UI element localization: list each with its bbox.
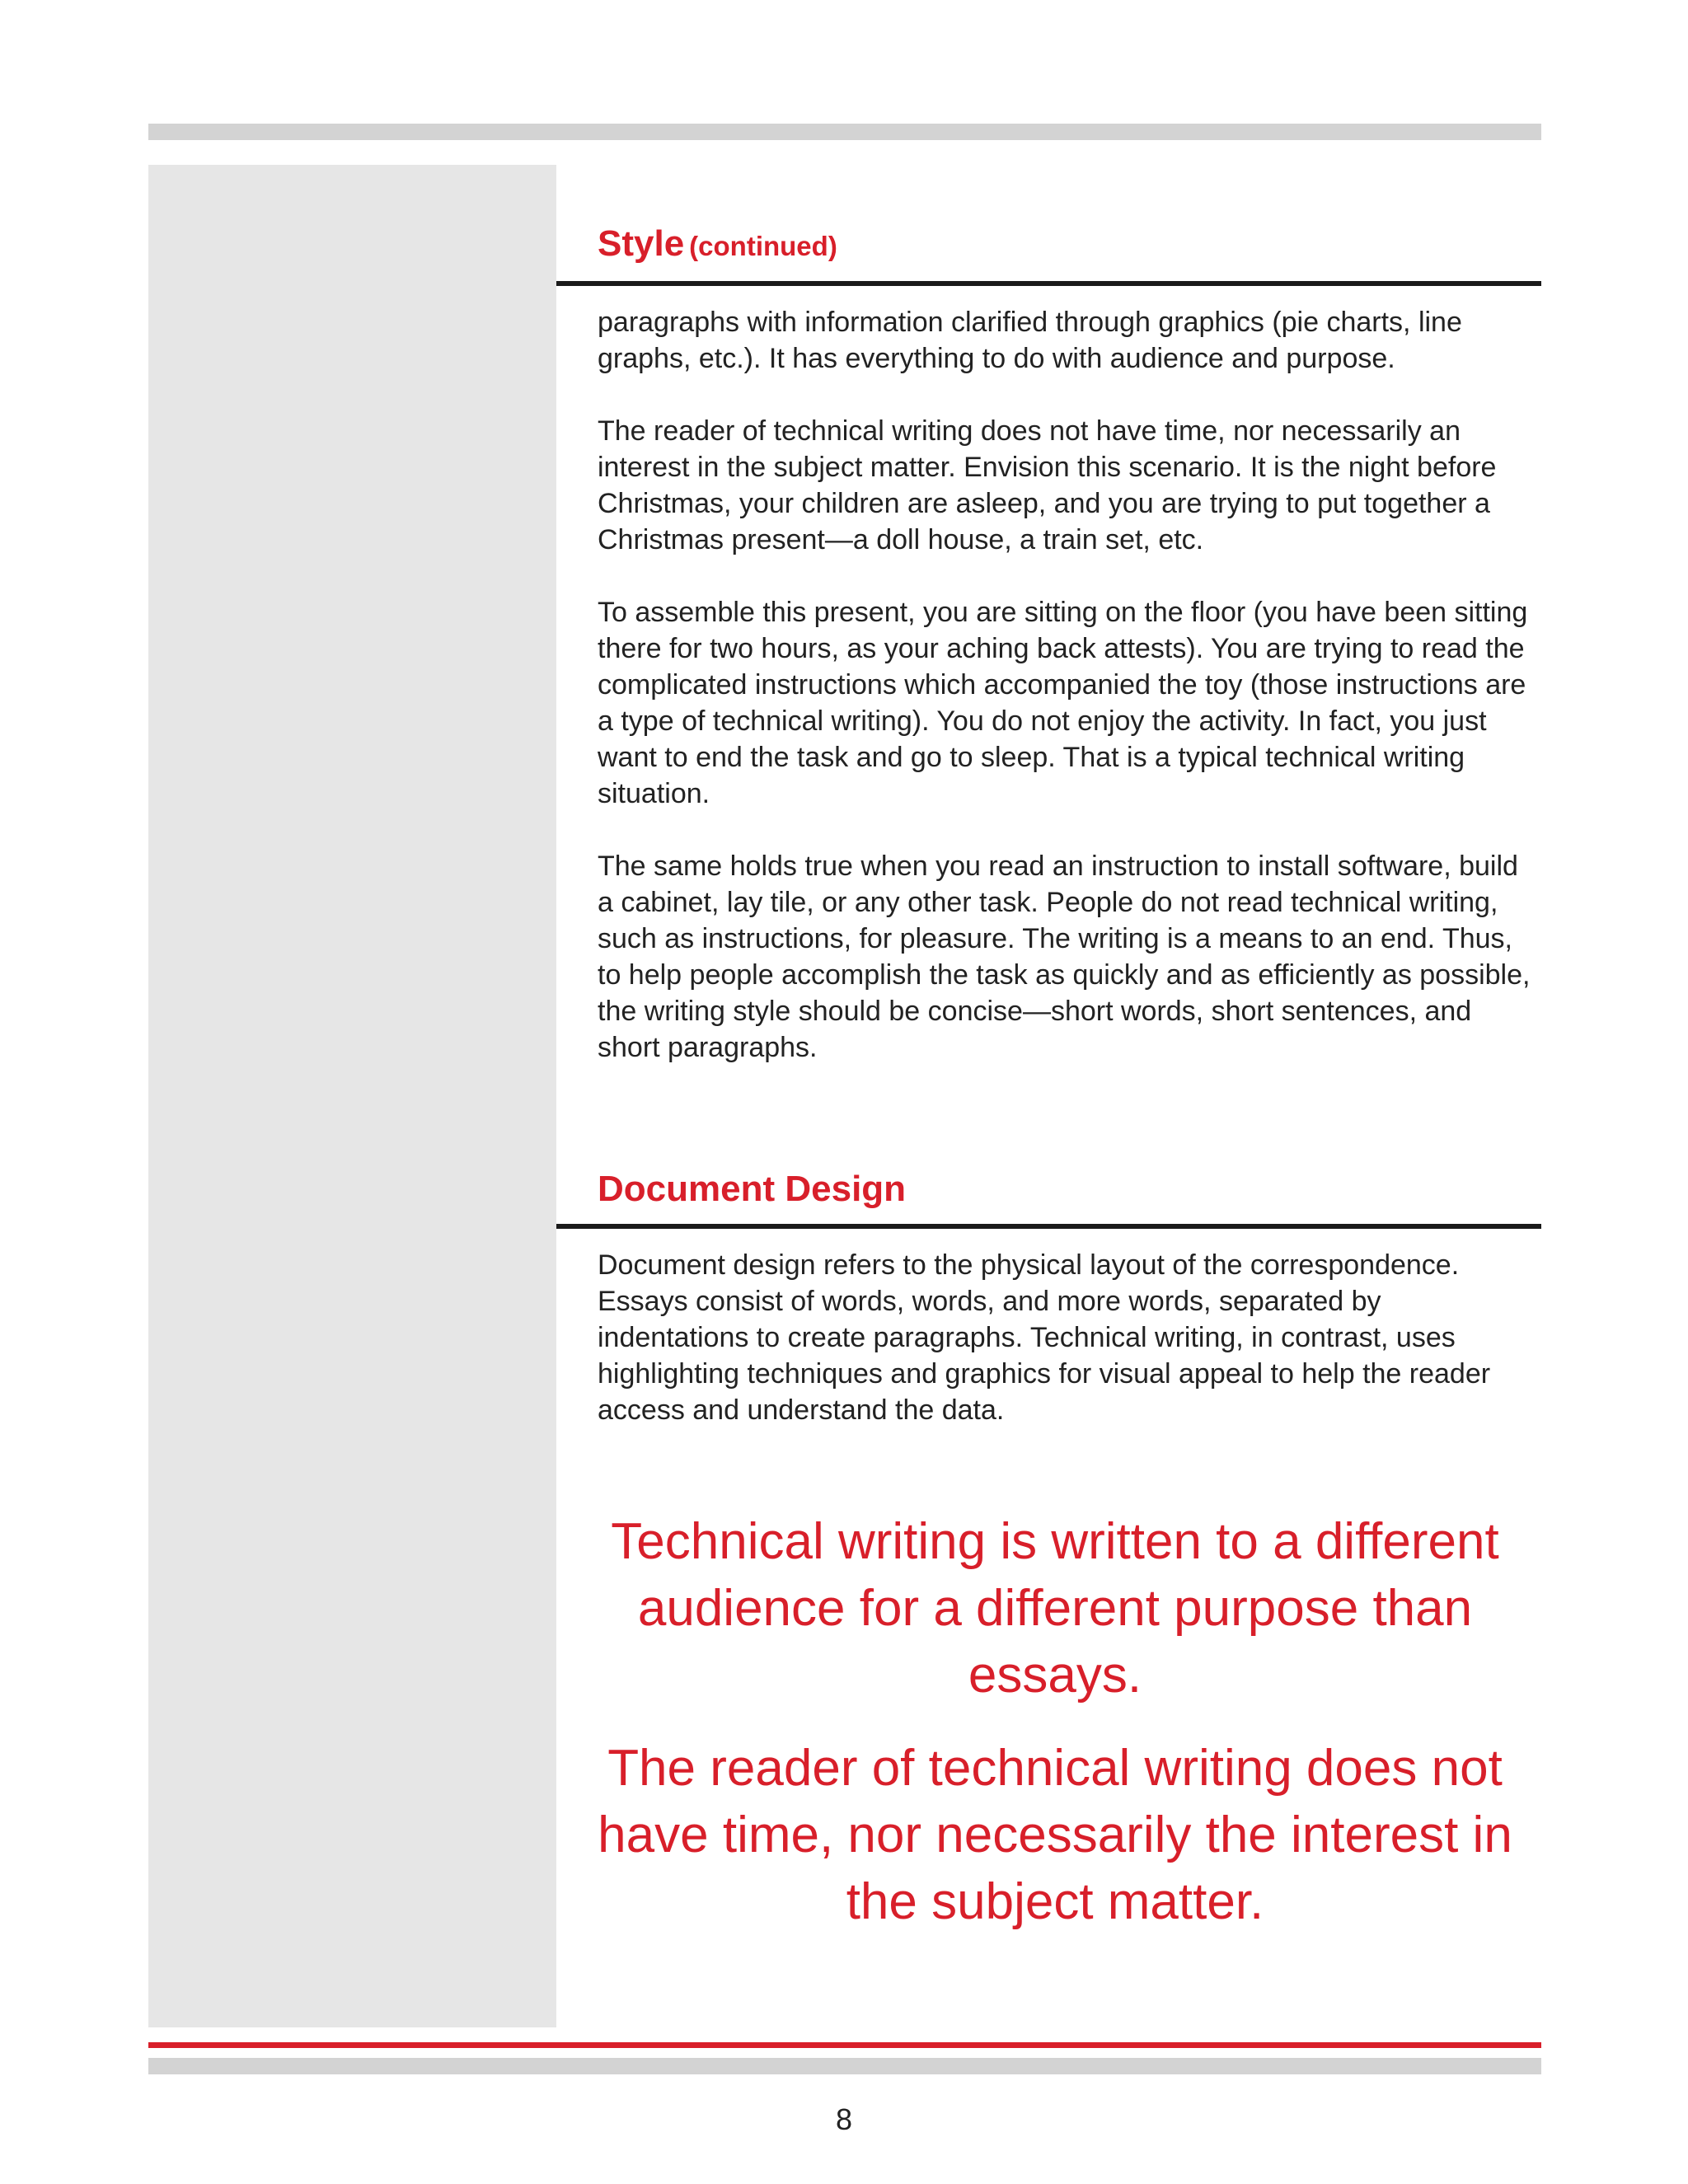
design-paragraph-1: Document design refers to the physical layout of the correspondence. Essays consist of words, words, and more words, separated by indentations to create paragraphs. Technical writing, in contrast, uses highlighting techniques and graphics for visual appeal to help the reader access and understand the data. — [598, 1249, 1491, 1426]
style-paragraph-3: To assemble this present, you are sitting on the floor (you have been sitting there for two hours, as your aching back attests). You are trying to read the complicated instructions which accompanied the toy (those instructions are a type of technical writing). You do not enjoy the activity. In fact, you just want to end the task and go to sleep. That is a typical technical writing situation. — [598, 597, 1528, 809]
style-paragraph-4: The same holds true when you read an instruction to install software, build a cabinet, lay tile, or any other task. People do not read technical writing, such as instructions, for pleasure. The writing is a means to an end. Thus, to help people accomplish the task as quickly and as efficiently as possible, the writing style should be concise—short words, short sentences, and short paragraphs. — [598, 851, 1531, 1063]
design-section — [556, 1166, 1541, 1428]
design-heading-rule — [556, 1224, 1541, 1229]
style-section — [556, 165, 1541, 1066]
design-body — [556, 1247, 1541, 1428]
style-heading — [556, 221, 1541, 269]
bottom-gray-rule — [148, 2058, 1541, 2074]
main-content — [556, 165, 1541, 1426]
callout-1: Technical writing is written to a different audience for a different purpose than essays. — [611, 1513, 1499, 1704]
left-sidebar-panel — [148, 165, 556, 2027]
style-paragraph-2: The reader of technical writing does not have time, nor necessarily an interest in the subject matter. Envision this scenario. It is the night before Christmas, your children are asleep, and you are trying to put together a Christmas present—a doll house, a train set, etc. — [598, 415, 1497, 555]
design-heading: Document Design — [598, 1169, 907, 1209]
bottom-red-rule — [148, 2042, 1541, 2048]
style-heading-title: Style — [598, 223, 685, 264]
page-number: 8 — [835, 2102, 853, 2136]
top-gray-rule — [148, 124, 1541, 140]
style-heading-rule — [556, 281, 1541, 286]
style-paragraph-1: paragraphs with information clarified through graphics (pie charts, line graphs, etc.). It has everything to do with audience and purpose. — [598, 307, 1462, 374]
style-heading-continued: (continued) — [689, 231, 837, 261]
style-body — [556, 304, 1541, 1066]
callout-2: The reader of technical writing does not have time, nor necessarily the interest in the subject matter. — [598, 1740, 1512, 1930]
